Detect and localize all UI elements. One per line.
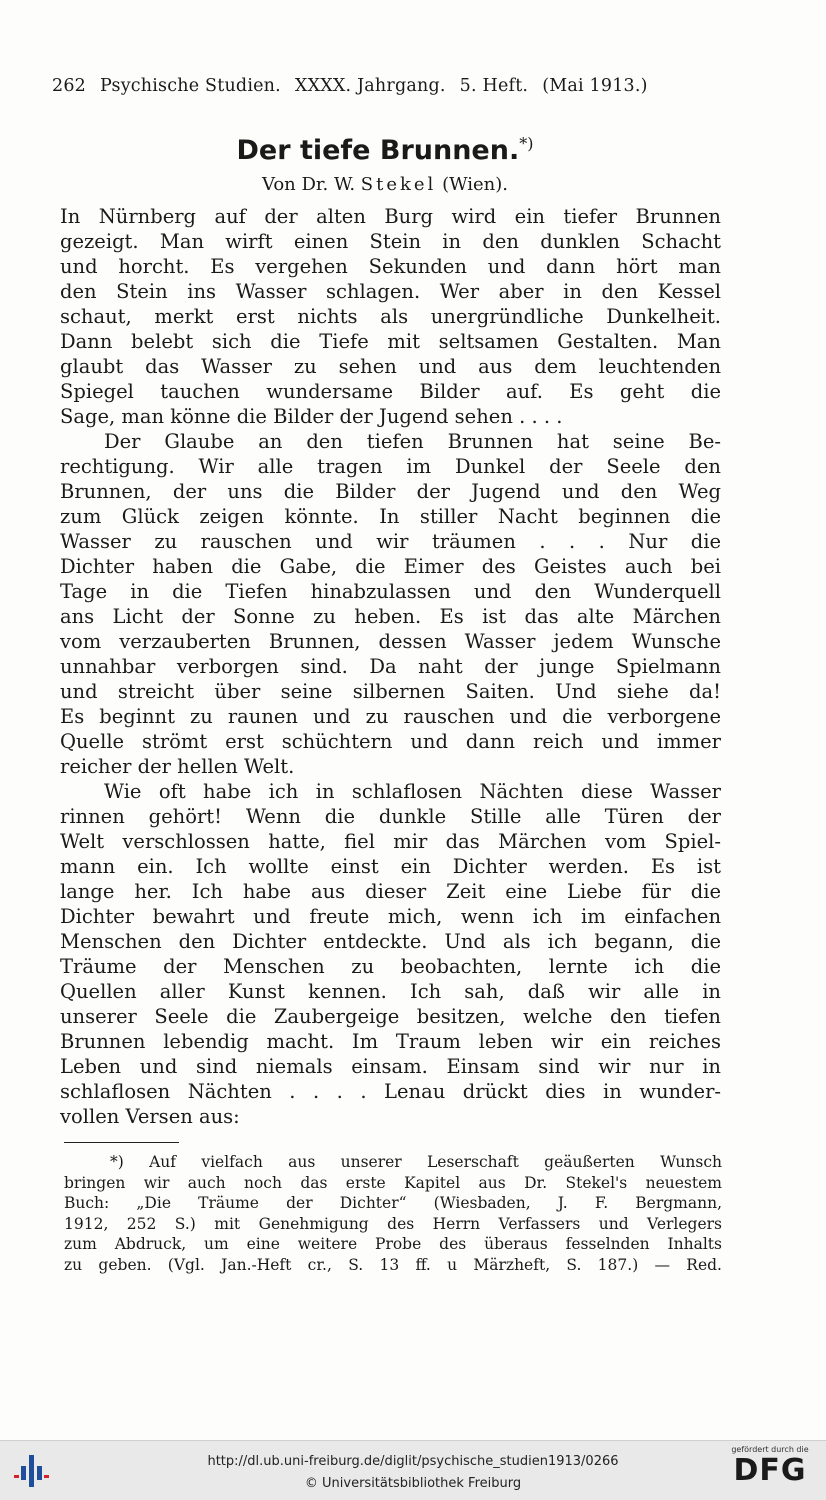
text-line: unserer Seele die Zaubergeige besitzen, welche den tiefen xyxy=(60,1005,721,1028)
journal-name: Psychische Studien. xyxy=(100,76,281,96)
text-line: unnahbar verborgen sind. Da naht der junge Spielmann xyxy=(60,655,721,678)
byline xyxy=(0,174,770,195)
footnote-line: *) Auf vielfach aus unserer Leserschaft geäußerten Wunsch xyxy=(110,1153,722,1171)
text-line: Brunnen lebendig macht. Im Traum leben wir ein reiches xyxy=(60,1030,721,1053)
text-line: rinnen gehört! Wenn die dunkle Stille alle Türen der xyxy=(60,805,721,828)
footnote-line: zu geben. (Vgl. Jan.-Heft cr., S. 13 ff. u Märzheft, S. 187.) — Red. xyxy=(64,1255,722,1274)
copyright-notice: © Universitätsbibliothek Freiburg xyxy=(304,1476,522,1491)
footnote xyxy=(64,1152,722,1275)
byline-suffix: (Wien). xyxy=(442,174,509,195)
text-line: reicher der hellen Welt. xyxy=(60,755,295,778)
text-line: lange her. Ich habe aus dieser Zeit eine Liebe für die xyxy=(60,880,721,903)
text-line: Brunnen, der uns die Bilder der Jugend und den Weg xyxy=(60,480,721,503)
page-number: 262 xyxy=(52,76,87,96)
text-line: und streicht über seine silbernen Saiten. Und siehe da! xyxy=(60,680,721,703)
text-line: Dann belebt sich die Tiefe mit seltsamen Gestalten. Man xyxy=(60,330,721,353)
text-line: Spiegel tauchen wundersame Bilder auf. Es geht die xyxy=(60,380,721,403)
text-line: Der Glaube an den tiefen Brunnen hat seine Be- xyxy=(104,430,721,453)
article-body xyxy=(60,204,721,1129)
footnote-line: bringen wir auch noch das erste Kapitel aus Dr. Stekel's neuestem xyxy=(64,1173,722,1192)
text-line: schlaflosen Nächten . . . . Lenau drückt dies in wunder- xyxy=(60,1080,721,1103)
text-line: ans Licht der Sonne zu heben. Es ist das alte Märchen xyxy=(60,605,721,628)
text-line: und horcht. Es vergehen Sekunden und dann hört man xyxy=(60,255,721,278)
text-line: Es beginnt zu raunen und zu rauschen und die verborgene xyxy=(60,705,721,728)
issue-date: (Mai 1913.) xyxy=(542,76,648,96)
funder-tagline: gefördert durch die xyxy=(731,1445,809,1454)
footnote-line: zum Abdruck, um eine weitere Probe des überaus fesselnden Inhalts xyxy=(64,1235,722,1253)
footnote-line: 1912, 252 S.) mit Genehmigung des Herrn Verfassers und Verlegers xyxy=(64,1214,722,1233)
text-line: schaut, merkt erst nichts als unergründliche Dunkelheit. xyxy=(60,305,721,328)
text-line: Träume der Menschen zu beobachten, lernte ich die xyxy=(60,955,721,978)
text-line: Tage in die Tiefen hinabzulassen und den Wunderquell xyxy=(60,580,721,603)
text-line: mann ein. Ich wollte einst ein Dichter werden. Es ist xyxy=(60,855,721,878)
article-title xyxy=(0,134,770,166)
footnote-divider xyxy=(64,1142,179,1143)
dfg-logo xyxy=(724,1445,816,1488)
running-head xyxy=(52,76,722,96)
text-line: gezeigt. Man wirft einen Stein in den dunklen Schacht xyxy=(60,230,721,253)
text-line: glaubt das Wasser zu sehen und aus dem leuchtenden xyxy=(60,355,721,378)
text-line: Menschen den Dichter entdeckte. Und als ich begann, die xyxy=(60,930,721,953)
text-line: Wasser zu rauschen und wir träumen . . . Nur die xyxy=(60,530,721,553)
source-url-link[interactable]: http://dl.ub.uni-freiburg.de/diglit/psychische_studien1913/0266 xyxy=(207,1454,619,1469)
text-line: Wie oft habe ich in schlaflosen Nächten diese Wasser xyxy=(104,780,721,803)
text-line: Dichter haben die Gabe, die Eimer des Geistes auch bei xyxy=(60,555,721,578)
text-line: vom verzauberten Brunnen, dessen Wasser jedem Wunsche xyxy=(60,630,721,653)
viewer-footer xyxy=(0,1440,826,1500)
text-line: zum Glück zeigen könnte. In stiller Nacht beginnen die xyxy=(60,505,721,528)
text-line: Dichter bewahrt und freute mich, wenn ich im einfachen xyxy=(60,905,721,928)
text-line: den Stein ins Wasser schlagen. Wer aber in den Kessel xyxy=(60,280,721,303)
dfg-logo-icon: DFG xyxy=(733,1453,807,1488)
text-line: Quellen aller Kunst kennen. Ich sah, daß wir alle in xyxy=(60,980,721,1003)
text-line: In Nürnberg auf der alten Burg wird ein tiefer Brunnen xyxy=(60,205,721,228)
issue: 5. Heft. xyxy=(459,76,529,96)
text-line: vollen Versen aus: xyxy=(60,1105,240,1128)
byline-author: Stekel xyxy=(360,174,437,195)
text-line: Sage, man könne die Bilder der Jugend sehen . . . . xyxy=(60,405,563,428)
footnote-line: Buch: „Die Träume der Dichter“ (Wiesbaden, J. F. Bergmann, xyxy=(64,1194,722,1212)
text-line: Quelle strömt erst schüchtern und dann reich und immer xyxy=(60,730,721,753)
text-line: Leben und sind niemals einsam. Einsam sind wir nur in xyxy=(60,1055,721,1078)
article-title-text: Der tiefe Brunnen. xyxy=(236,135,520,166)
text-line: rechtigung. Wir alle tragen im Dunkel der Seele den xyxy=(60,455,721,478)
byline-prefix: Von Dr. W. xyxy=(261,174,356,195)
text-line: Welt verschlossen hatte, fiel mir das Märchen vom Spiel- xyxy=(60,830,721,853)
footnote-marker: *) xyxy=(519,134,534,153)
volume: XXXX. Jahrgang. xyxy=(294,76,446,96)
